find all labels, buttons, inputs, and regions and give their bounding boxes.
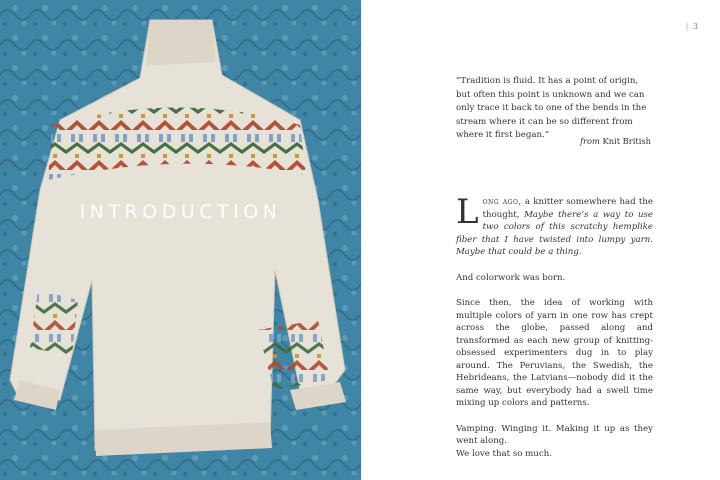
- text-page: [361, 0, 720, 480]
- paragraph-4: [456, 423, 653, 461]
- paragraph-2: And colorwork was born.: [456, 272, 566, 283]
- epigraph-quote: “Tradition is fluid. It has a point of origin, but often this point is unknown and we can only trace it back to one of the bends in the stream where it can be so different from where it first began.”: [456, 76, 647, 141]
- attribution-source: Knit British: [602, 136, 651, 146]
- lead-in-smallcaps: ong ago,: [482, 197, 522, 207]
- drop-cap: L: [456, 192, 479, 232]
- chapter-title: INTRODUCTION: [79, 201, 282, 223]
- page-number: [686, 22, 698, 31]
- paragraph-4-line-1: Vamping. Winging it. Making it up as they went along.: [456, 423, 653, 446]
- attribution-prefix: from: [579, 136, 600, 146]
- paragraph-1-italic: Maybe there’s a way to use two colors of this scratchy hemplike fiber that I have twisted into lumpy yarn. Maybe that could be a thing.: [456, 209, 653, 257]
- paragraph-1: [456, 192, 653, 259]
- paragraph-4-line-2: We love that so much.: [456, 448, 552, 459]
- body-text: [456, 192, 653, 473]
- paragraph-1-text: a knitter somewhere had the thought,: [482, 197, 653, 220]
- page-number-separator: |: [685, 22, 689, 31]
- page-number-value: 3: [692, 22, 698, 31]
- paragraph-3: Since then, the idea of working with multiple colors of yarn in one row has crept across the globe, passed along and transformed as each new group of knitting-obsessed experimenters dug in to play around. The Peruvians, the Swedish, the Hebrideans, the Latvians—nobody did it the same way, but everybody had a swell time mixing up colors and patterns.: [456, 298, 653, 408]
- epigraph-attribution: [456, 136, 651, 146]
